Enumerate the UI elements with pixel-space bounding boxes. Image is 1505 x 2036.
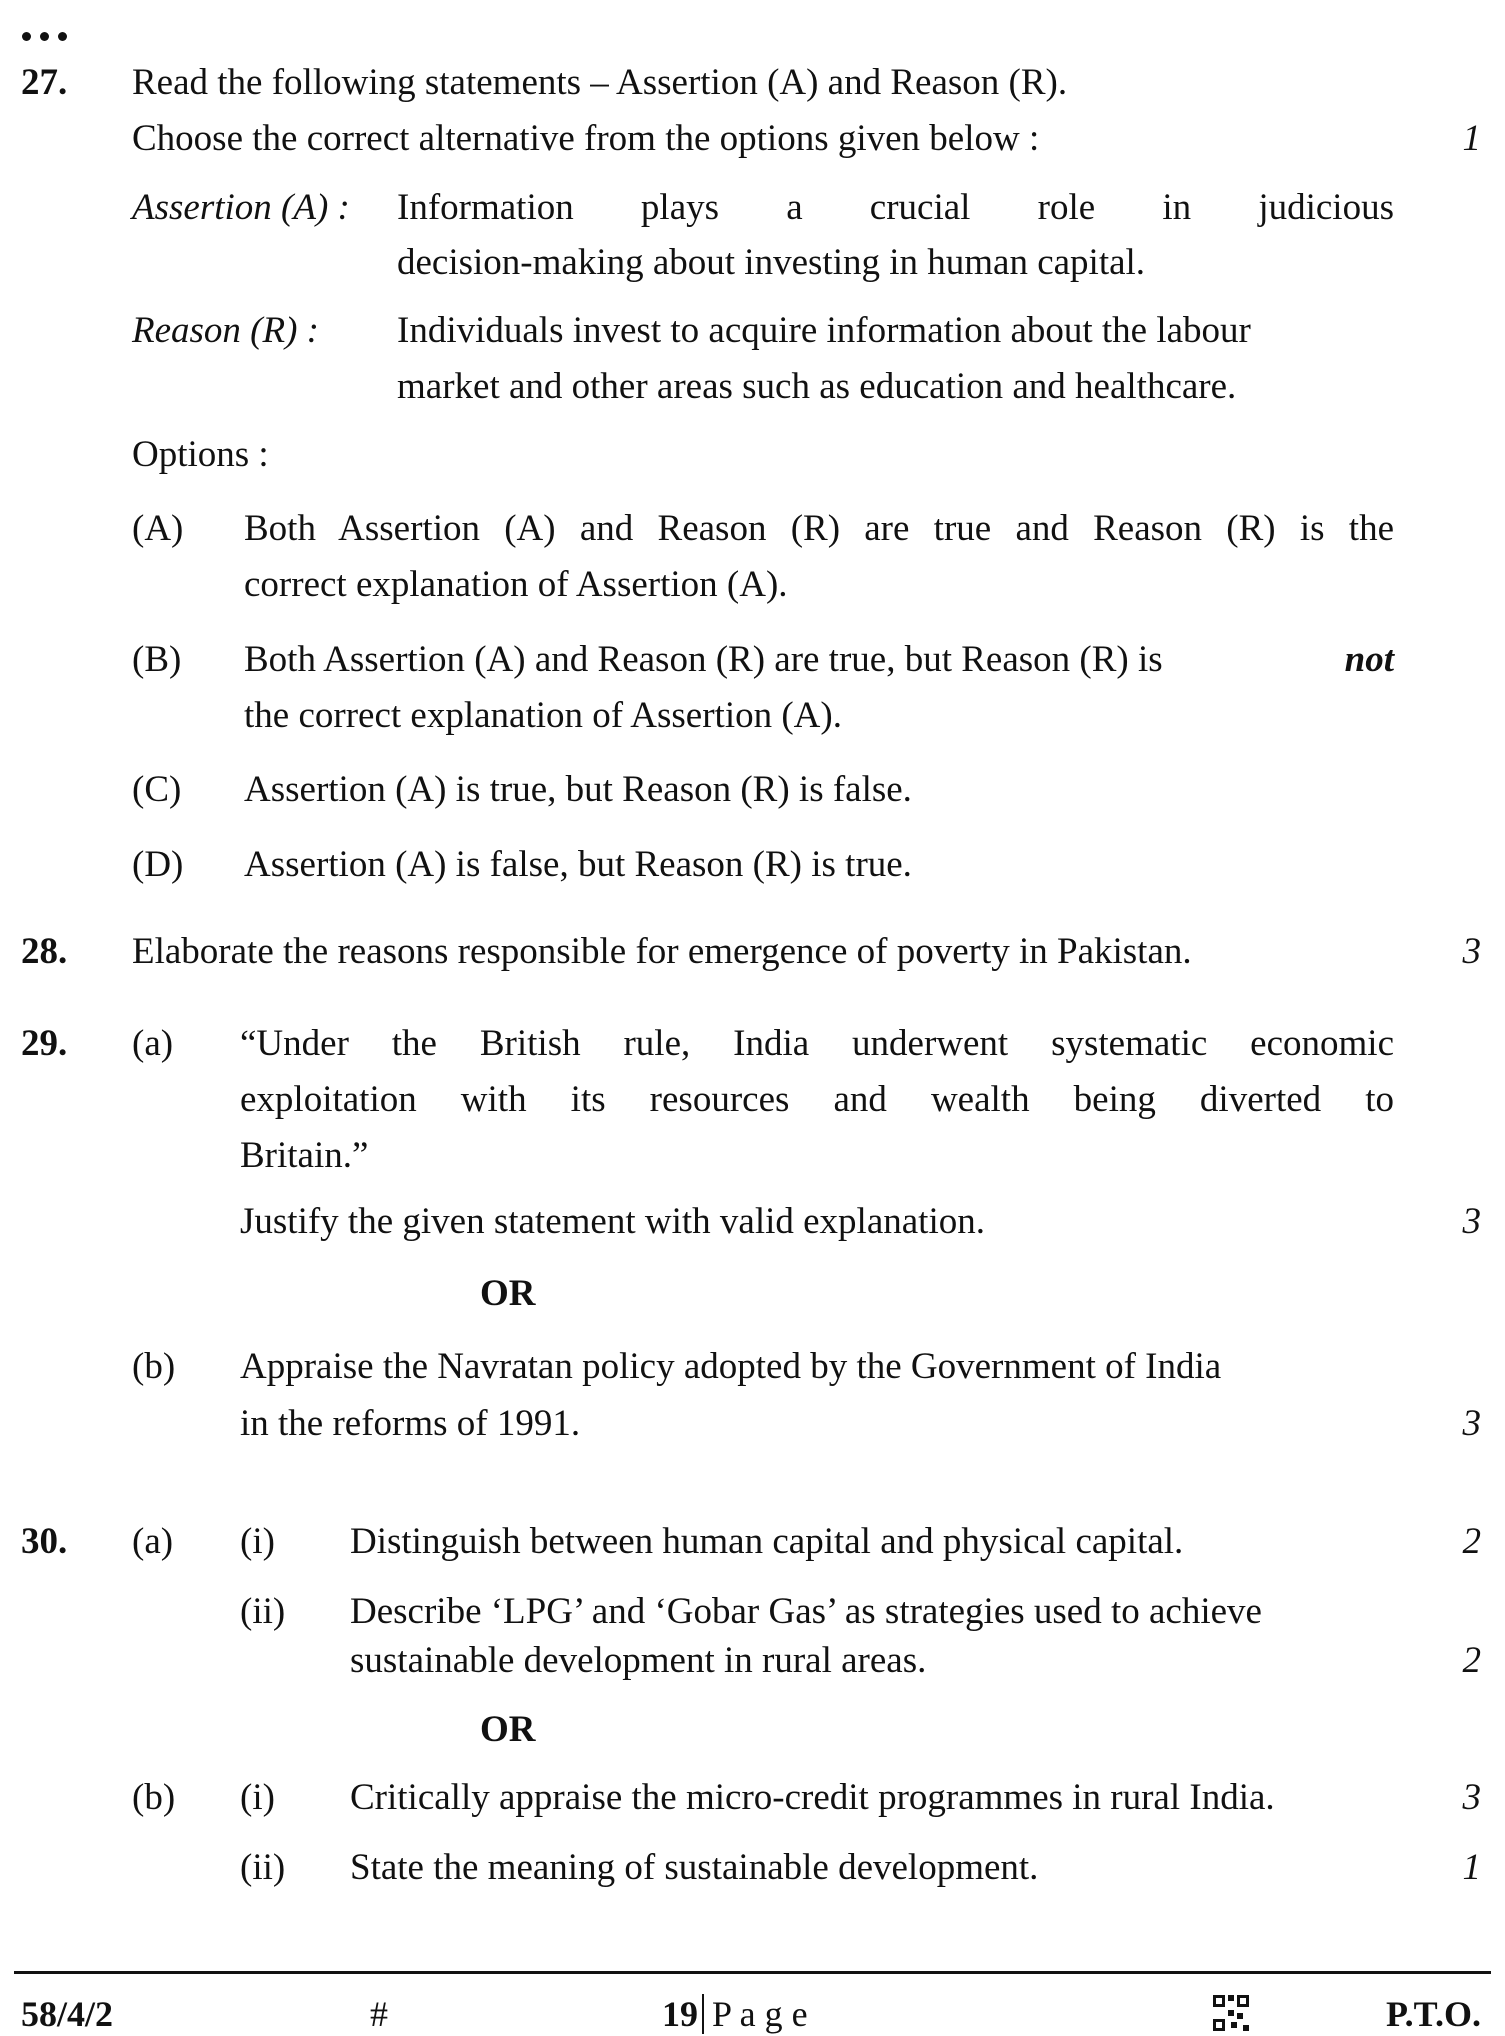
question-number: 29. <box>21 1023 68 1064</box>
question-text: Justify the given statement with valid explanation. <box>240 1201 985 1242</box>
part-label: (b) <box>132 1777 176 1818</box>
marks: 1 <box>1462 118 1481 159</box>
reason-text: market and other areas such as education and healthcare. <box>397 366 1237 407</box>
option-label: (C) <box>132 769 182 810</box>
marks: 3 <box>1462 1201 1481 1242</box>
option-a-text: correct explanation of Assertion (A). <box>244 564 788 605</box>
reason-label: Reason (R) : <box>132 310 319 351</box>
ellipsis-icon[interactable] <box>22 8 76 51</box>
option-label: (A) <box>132 508 184 549</box>
marks: 3 <box>1462 1403 1481 1444</box>
question-text: sustainable development in rural areas. <box>350 1640 927 1681</box>
option-b-line <box>244 638 1394 682</box>
question-text: Read the following statements – Assertion (A) and Reason (R). <box>132 62 1068 103</box>
assertion-text: decision-making about investing in human capital. <box>397 242 1146 283</box>
pto-label: P.T.O. <box>1385 1994 1481 2034</box>
option-b-emphasis: not <box>1344 639 1394 680</box>
option-b-text: Both Assertion (A) and Reason (R) are true, but Reason (R) is <box>244 639 1163 680</box>
part-label: (a) <box>132 1521 174 1562</box>
option-b-text: the correct explanation of Assertion (A). <box>244 695 842 736</box>
question-text: Describe ‘LPG’ and ‘Gobar Gas’ as strategies used to achieve <box>350 1591 1262 1632</box>
subpart-label: (ii) <box>240 1847 286 1888</box>
subpart-label: (ii) <box>240 1591 286 1632</box>
marks: 2 <box>1462 1640 1481 1681</box>
question-text: State the meaning of sustainable development. <box>350 1847 1039 1888</box>
question-text: exploitation with its resources and wealth being diverted to <box>240 1079 1394 1120</box>
question-text: Elaborate the reasons responsible for emergence of poverty in Pakistan. <box>132 931 1192 972</box>
qr-code-icon <box>1212 1995 1250 2031</box>
marks: 2 <box>1462 1521 1481 1562</box>
part-label: (b) <box>132 1346 176 1387</box>
paper-code: 58/4/2 <box>21 1994 114 2034</box>
question-text: Britain.” <box>240 1135 369 1176</box>
question-number: 27. <box>21 62 68 103</box>
page-label: P a g e <box>712 1994 808 2034</box>
page-number: 19 <box>662 1994 698 2034</box>
option-label: (D) <box>132 844 184 885</box>
part-label: (a) <box>132 1023 174 1064</box>
option-label: (B) <box>132 639 182 680</box>
question-text: Choose the correct alternative from the options given below : <box>132 118 1040 159</box>
marks: 3 <box>1462 931 1481 972</box>
subpart-label: (i) <box>240 1521 275 1562</box>
subpart-label: (i) <box>240 1777 275 1818</box>
options-label: Options : <box>132 434 269 475</box>
question-text: Distinguish between human capital and physical capital. <box>350 1521 1184 1562</box>
question-text: “Under the British rule, India underwent systematic economic <box>240 1023 1394 1064</box>
or-separator: OR <box>480 1709 536 1750</box>
question-number: 30. <box>21 1521 68 1562</box>
question-text: Critically appraise the micro-credit programmes in rural India. <box>350 1777 1275 1818</box>
reason-text: Individuals invest to acquire information about the labour <box>397 310 1251 351</box>
assertion-text: Information plays a crucial role in judicious <box>397 187 1394 228</box>
question-number: 28. <box>21 931 68 972</box>
or-separator: OR <box>480 1273 536 1314</box>
question-text: in the reforms of 1991. <box>240 1403 581 1444</box>
footer-divider <box>14 1971 1491 1974</box>
page-indicator <box>662 1992 808 2036</box>
hash-symbol: # <box>370 1994 388 2034</box>
marks: 1 <box>1462 1847 1481 1888</box>
option-a-text: Both Assertion (A) and Reason (R) are true and Reason (R) is the <box>244 508 1394 549</box>
option-d-text: Assertion (A) is false, but Reason (R) is true. <box>244 844 912 885</box>
assertion-label: Assertion (A) : <box>132 187 350 228</box>
option-c-text: Assertion (A) is true, but Reason (R) is false. <box>244 769 912 810</box>
marks: 3 <box>1462 1777 1481 1818</box>
question-text: Appraise the Navratan policy adopted by the Government of India <box>240 1346 1222 1387</box>
